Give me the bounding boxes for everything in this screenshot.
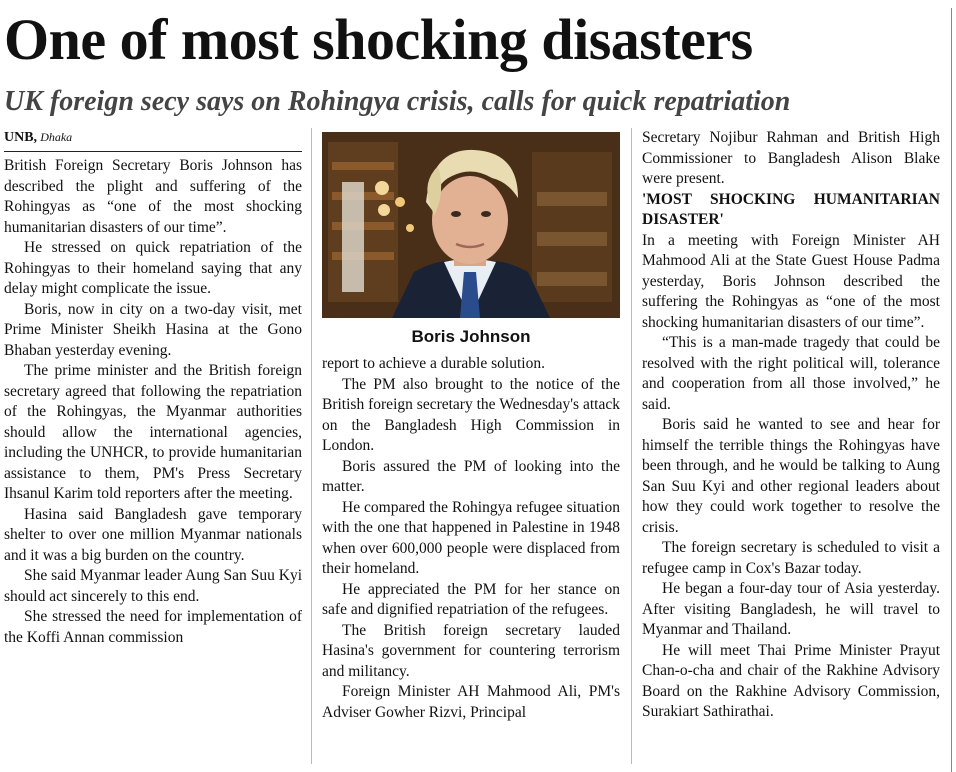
paragraph: She said Myanmar leader Aung San Suu Kyi should act sincerely to this end. (4, 567, 302, 605)
byline-agency: UNB, (4, 130, 38, 145)
paragraph: The British foreign secretary lauded Hasina's government for countering terrorism and militancy. (322, 621, 620, 680)
paragraph: Secretary Nojibur Rahman and British High Commissioner to Bangladesh Alison Blake were present. (642, 129, 940, 187)
section-subheading: 'MOST SHOCKING HUMANITARIAN DISASTER' (642, 190, 940, 228)
paragraph: British Foreign Secretary Boris Johnson has described the plight and suffering of the Rohingyas as “one of the most shocking humanitarian disasters of our time”. (4, 157, 302, 236)
paragraph: The prime minister and the British foreign secretary agreed that following the repatriation of the Rohingyas, the Myanmar authorities should allow the international agencies, including the UNHCR, to provide humanitarian assistance to them, PM's Press Secretary Ihsanul Karim told reporters after the meeting. (4, 362, 302, 502)
paragraph: In a meeting with Foreign Minister AH Mahmood Ali at the State Guest House Padma yesterday, Boris Johnson described the suffering the Rohingyas as “one of the most shocking humanitarian disasters of our time”. (642, 231, 940, 331)
subheadline: UK foreign secy says on Rohingya crisis, calls for quick repatriation (4, 86, 791, 117)
byline-rule (4, 151, 302, 152)
column-1 (4, 128, 302, 772)
paragraph: report to achieve a durable solution. (322, 355, 545, 372)
paragraph: He appreciated the PM for her stance on safe and dignified repatriation of the refugees. (322, 580, 620, 618)
paragraph: Boris, now in city on a two-day visit, met Prime Minister Sheikh Hasina at the Gono Bhaban yesterday evening. (4, 300, 302, 359)
headline: One of most shocking disasters (4, 7, 753, 72)
byline-location: Dhaka (40, 130, 73, 144)
paragraph: He will meet Thai Prime Minister Prayut Chan-o-cha and chair of the Rakhine Advisory Board on the Rakhine Advisory Commission, Surakiart Sathirathai. (642, 641, 940, 720)
photo-boris-johnson (322, 132, 620, 318)
paragraph: The PM also brought to the notice of the British foreign secretary the Wednesday's attack on the Bangladesh High Commission in London. (322, 375, 620, 454)
page-edge-rule (951, 8, 952, 772)
paragraph: The foreign secretary is scheduled to visit a refugee camp in Cox's Bazar today. (642, 539, 940, 577)
paragraph: Boris assured the PM of looking into the matter. (322, 457, 620, 495)
photo-caption: Boris Johnson (411, 327, 531, 346)
paragraph: He began a four-day tour of Asia yesterday. After visiting Bangladesh, he will travel to Myanmar and Thailand. (642, 580, 940, 638)
paragraph: He stressed on quick repatriation of the Rohingyas to their homeland saying that any delay might complicate the issue. (4, 239, 302, 297)
paragraph: Hasina said Bangladesh gave temporary shelter to over one million Myanmar nationals and it was a big burden on the country. (4, 505, 302, 564)
byline (4, 128, 302, 147)
paragraph: He compared the Rohingya refugee situation with the one that happened in Palestine in 1948 when over 600,000 people were displaced from their homeland. (322, 498, 620, 577)
paragraph: “This is a man-made tragedy that could be resolved with the right political will, tolerance and cooperation from all those involved,” he said. (642, 334, 940, 413)
column-divider (311, 128, 312, 764)
column-2 (322, 128, 620, 772)
paragraph: She stressed the need for implementation of the Koffi Annan commission (4, 608, 302, 646)
column-divider (631, 128, 632, 764)
column-3 (642, 128, 940, 772)
paragraph: Boris said he wanted to see and hear for himself the terrible things the Rohingyas have been through, and he would be talking to Aung San Suu Kyi and other regional leaders about how they could work together to resolve the crisis. (642, 416, 940, 536)
paragraph: Foreign Minister AH Mahmood Ali, PM's Adviser Gowher Rizvi, Principal (322, 683, 620, 721)
